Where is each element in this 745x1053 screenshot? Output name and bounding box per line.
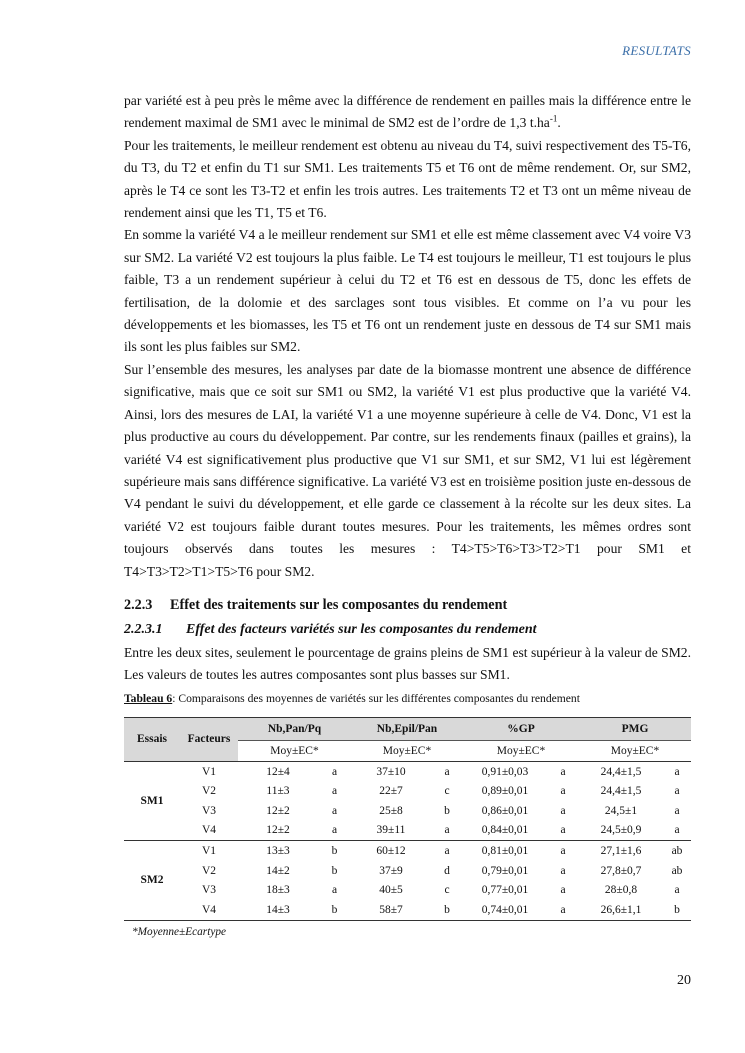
col-facteurs: Facteurs [180, 717, 238, 761]
table-cell: 60±12 [376, 844, 406, 857]
table-cell: 22±7 [379, 785, 403, 798]
table-row [124, 801, 691, 821]
table-row [124, 880, 691, 900]
table-caption-label: Tableau 6 [124, 691, 173, 705]
paragraph-3: En somme la variété V4 a le meilleur rendement sur SM1 et elle est même classement avec V4 voire V3 sur SM2. La variété V2 est toujours la plus faible. Le T4 est toujours le meilleur, T1 est toujours le plus faible, T3 a un rendement supérieur à celui du T2 et T6 est en dessous de T5, donc les effets de fertilisation, de la dolomie et des sarclages sont tous visibles. Et comme on l’a vu pour les développements et les biomasses, les T5 et T6 ont un rendement juste en dessous de T4 sur SM1 mais ils sont les plus faibles sur SM2. [124, 227, 691, 355]
table-cell: a [331, 785, 338, 798]
table-row [124, 761, 691, 781]
table-cell: 27,1±1,6 [600, 844, 642, 857]
table-caption [124, 691, 691, 707]
table-cell: a [674, 765, 680, 778]
table-cell: c [444, 785, 450, 798]
table-cell: a [431, 821, 463, 841]
paragraph-1-text: par variété est à peu près le même avec la différence de rendement en pailles mais la différence entre le rendement maximal de SM1 avec le minimal de SM2 est de l’ordre de 1,3 t.ha [124, 93, 691, 131]
table-cell: a [560, 884, 566, 897]
paragraph-4: Sur l’ensemble des mesures, les analyses par date de la biomasse montrent une absence de différence significative, mais que ce soit sur SM1 ou SM2, la variété V1 est plus productive que la variété V4. Ainsi, lors des mesures de LAI, la variété V1 a une moyenne supérieure à celle de V4. Donc, V1 est la plus productive au cours du développement. Par contre, sur les rendements finaux (pailles et grains), la variété V4 est significativement plus productive que V1 sur SM1, et sur SM2, V1 lui est légèrement supérieure mais sans différence significative. La variété V3 est en troisième position juste en-dessous de V4 pendant le suivi du développement, et elle garde ce classement à la récolte sur les deux sites. La variété V2 est toujours faible durant toutes mesures. Pour les traitements, les mêmes ordres sont toujours observés dans toutes les mesures : T4>T5>T6>T3>T2>T1 pour SM1 et [124, 361, 691, 557]
comparison-table [124, 717, 691, 921]
table-cell: V1 [201, 844, 217, 857]
table-cell: 40±5 [379, 884, 403, 897]
table-cell: a [560, 765, 566, 778]
running-header: RESULTATS [622, 43, 691, 58]
table-row [124, 900, 691, 920]
table-cell: 18±3 [266, 884, 290, 897]
subsection-heading-2-2-3-1 [124, 619, 691, 641]
table-cell: V3 [201, 884, 217, 897]
table-cell: V3 [201, 804, 217, 817]
table-cell: V2 [201, 864, 217, 877]
table-cell: 28±0,8 [604, 884, 638, 897]
table-cell: a [560, 844, 566, 857]
table-cell: 14±2 [266, 864, 290, 877]
paragraph-1-end: . [557, 115, 561, 131]
table-cell: 0,91±0,03 [481, 765, 529, 778]
subheader-cell: Moy±EC* [579, 740, 691, 761]
table-cell: 24,5±1 [604, 804, 638, 817]
table-cell: 26,6±1,1 [579, 900, 663, 920]
table-cell: 12±2 [238, 821, 318, 841]
subsection-title: Effet des facteurs variétés sur les composantes du rendement [186, 621, 537, 637]
table-cell: 27,8±0,7 [600, 864, 642, 877]
subheader-cell: Moy±EC* [351, 740, 463, 761]
page-content [124, 90, 691, 938]
table-cell: V4 [180, 821, 238, 841]
table-row [124, 821, 691, 841]
col-nb-pan: Nb,Pan/Pq [238, 717, 351, 740]
table-cell: b [331, 864, 338, 877]
table-cell: a [560, 804, 566, 817]
table-row [124, 781, 691, 801]
table-cell: d [444, 864, 450, 877]
table-cell: 0,81±0,01 [481, 844, 529, 857]
table-cell: 24,5±0,9 [579, 821, 663, 841]
table-cell: 12±4 [266, 765, 290, 778]
table-cell: ab [671, 844, 683, 857]
table-footnote: *Moyenne±Ecartype [132, 925, 227, 938]
table-cell: ab [671, 864, 683, 877]
paragraph-5: Entre les deux sites, seulement le pourcentage de grains pleins de SM1 est supérieur à la valeur de SM2. Les valeurs de toutes les autres composantes sont plus basses sur SM1. [124, 644, 692, 683]
table-cell: 0,86±0,01 [481, 804, 529, 817]
superscript: -1 [549, 113, 558, 124]
table-cell: 0,77±0,01 [481, 884, 529, 897]
table-cell: a [318, 821, 351, 841]
table-cell: a [674, 785, 680, 798]
table-cell: V2 [201, 785, 217, 798]
table-cell: 11±3 [266, 785, 290, 798]
page-number: 20 [677, 973, 691, 988]
table-cell: b [431, 900, 463, 920]
table-cell: b [331, 844, 338, 857]
table-caption-text: : Comparaisons des moyennes de variétés sur les différentes composantes du rendement [172, 691, 580, 705]
table-cell: 12±2 [266, 804, 290, 817]
table-cell: a [560, 864, 566, 877]
col-essais: Essais [124, 717, 180, 761]
table-cell: a [547, 900, 579, 920]
table-cell: 37±10 [376, 765, 406, 778]
table-cell: b [318, 900, 351, 920]
table-cell: a [444, 765, 450, 778]
table-cell: 13±3 [266, 844, 290, 857]
col-gp: %GP [463, 717, 579, 740]
section-heading-2-2-3 [124, 595, 691, 615]
table-cell: V4 [180, 900, 238, 920]
table-cell: 0,74±0,01 [463, 900, 547, 920]
table-cell: a [331, 884, 338, 897]
table-cell: a [663, 821, 691, 841]
subsection-number: 2.2.3.1 [124, 621, 163, 637]
site-cell-sm1: SM1 [124, 761, 180, 840]
table-cell: a [547, 821, 579, 841]
table-row [124, 861, 691, 881]
col-nb-epil: Nb,Epil/Pan [351, 717, 463, 740]
subheader-cell: Moy±EC* [238, 740, 351, 761]
paragraph-1 [124, 90, 691, 135]
paragraph-2: Pour les traitements, le meilleur rendement est obtenu au niveau du T4, suivi respectivement des T5-T6, du T3, du T2 et enfin du T1 sur SM1. Les traitements T5 et T6 ont de même rendement. Or, sur SM2, après le T4 ce sont les T3-T2 et enfin les trois autres. Les traitements T2 et T3 ont un même niveau de rendement ainsi que les T1, T5 et T6. [124, 137, 691, 221]
table-cell: 39±11 [351, 821, 431, 841]
table-cell: a [331, 804, 338, 817]
table-cell: 25±8 [379, 804, 403, 817]
table-cell: 14±3 [238, 900, 318, 920]
table-cell: 0,84±0,01 [463, 821, 547, 841]
table-cell: a [674, 884, 680, 897]
subheader-cell: Moy±EC* [463, 740, 579, 761]
paragraph-4-end: T4>T3>T2>T1>T5>T6 pour SM2. [124, 563, 315, 579]
table-cell: b [444, 804, 450, 817]
table-cell: 58±7 [351, 900, 431, 920]
section-title: Effet des traitements sur les composantes du rendement [170, 596, 508, 613]
table-cell: 24,4±1,5 [600, 785, 642, 798]
table-cell: c [444, 884, 450, 897]
table-header-row [124, 717, 691, 740]
table-cell: 24,4±1,5 [600, 765, 642, 778]
table-row [124, 841, 691, 861]
site-cell-sm2: SM2 [124, 841, 180, 920]
table-cell: 0,79±0,01 [481, 864, 529, 877]
table-cell: 37±9 [379, 864, 403, 877]
section-number: 2.2.3 [124, 596, 153, 613]
col-pmg: PMG [579, 717, 691, 740]
table-cell: 0,89±0,01 [481, 785, 529, 798]
table-cell: a [331, 765, 338, 778]
table-cell: a [674, 804, 680, 817]
table-cell: a [444, 844, 450, 857]
table-cell: V1 [201, 765, 217, 778]
table-cell: b [663, 900, 691, 920]
table-cell: a [560, 785, 566, 798]
